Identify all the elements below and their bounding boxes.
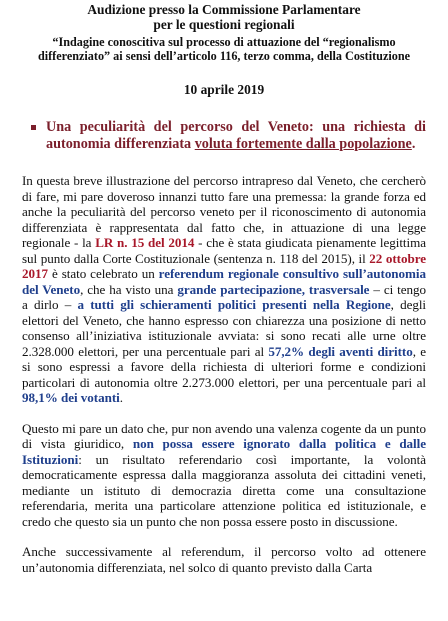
p2-text: : un risultato referendario così importante, la volontà democraticamente espressa dalla maggioranza assoluta dei cittadini veneti, mediante un istituto di democrazia diretta come una consultazione referendaria, merita una particolare attenzione politica ed istituzionale, e credo che questo sia un punto che non possa essere posto in discussione. <box>22 451 426 529</box>
p1-text: In questa breve illustrazione del percorso intrapreso dal Veneto, che cercherò di fare, mi pare doveroso innanzi tutto fare una premessa: la grande forza ed anche la peculiarità del percorso veneto per il riconoscimento di autonomia differenziata è rappresentata dal fatto che, in attuazione di una legge regionale - la <box>22 173 426 250</box>
paragraph-3 <box>22 544 426 575</box>
header-line-2: per le questioni regionali <box>153 17 295 32</box>
p1-votes-ref: 98,1% dei votanti <box>22 390 120 405</box>
p2-text: Questo mi pare un dato che, pur non avendo una valenza cogente da un punto di vista giuridico, <box>22 420 426 451</box>
p1-law-ref: LR n. 15 del 2014 <box>95 235 195 250</box>
section-title-text: Una peculiarità del percorso del Veneto: una richiesta di autonomia differenziata <box>46 119 426 152</box>
section-title-underlined: voluta fortemente dalla popolazione <box>194 136 412 152</box>
p1-turnout-ref: 57,2% degli aventi diritto <box>268 343 413 359</box>
document-header <box>22 0 426 97</box>
p1-text: . <box>119 390 123 405</box>
paragraph-2 <box>22 421 426 530</box>
square-bullet-icon <box>31 125 36 130</box>
p1-text: , degli elettori del Veneto, che hanno espresso con chiarezza una posizione di netto consenso all’iniziativa istituzionale avviata: si sono recati alle urne oltre 2.328.000 elettori, per una percentuale pari al <box>22 297 426 359</box>
document-date: 10 aprile 2019 <box>183 82 265 97</box>
p1-text: – ci tengo a dirlo – <box>22 281 427 312</box>
paragraph-1 <box>22 173 426 406</box>
p1-text: - che è stata giudicata pienamente legittima sul punto dalla Corte Costituzionale (sentenza n. 118 del 2015), il <box>22 235 426 266</box>
p2-emphasis: non possa essere ignorato dalla politica e dalle Istituzioni <box>22 436 426 467</box>
p1-text: è stato celebrato un <box>48 266 159 281</box>
p1-date-ref: 22 ottobre 2017 <box>22 250 426 281</box>
section-title-end: . <box>411 136 416 152</box>
header-line-3: “Indagine conoscitiva sul processo di attuazione del “regionalismo differenziato” ai sensi dell’articolo 116, terzo comma, della Costituzione <box>37 35 411 63</box>
p1-participation-ref: grande partecipazione, trasversale <box>177 281 370 297</box>
p1-text: , che ha visto una <box>80 281 178 297</box>
p1-referendum-ref: referendum regionale consultivo sull’autonomia del Veneto <box>22 266 426 297</box>
p1-text: , e si sono espressi a favore della richiesta di ulteriori forme e condizioni particolari di autonomia oltre 2.273.000 elettori, per una percentuale pari al <box>22 343 426 390</box>
p3-text: Anche successivamente al referendum, il percorso volto ad ottenere un’autonomia differenziata, nel solco di quanto previsto dalla Carta <box>22 544 426 575</box>
p1-parties-ref: a tutti gli schieramenti politici presenti nella Regione <box>77 297 391 312</box>
section-title <box>22 119 426 153</box>
header-line-1: Audizione presso la Commissione Parlamentare <box>87 2 361 17</box>
